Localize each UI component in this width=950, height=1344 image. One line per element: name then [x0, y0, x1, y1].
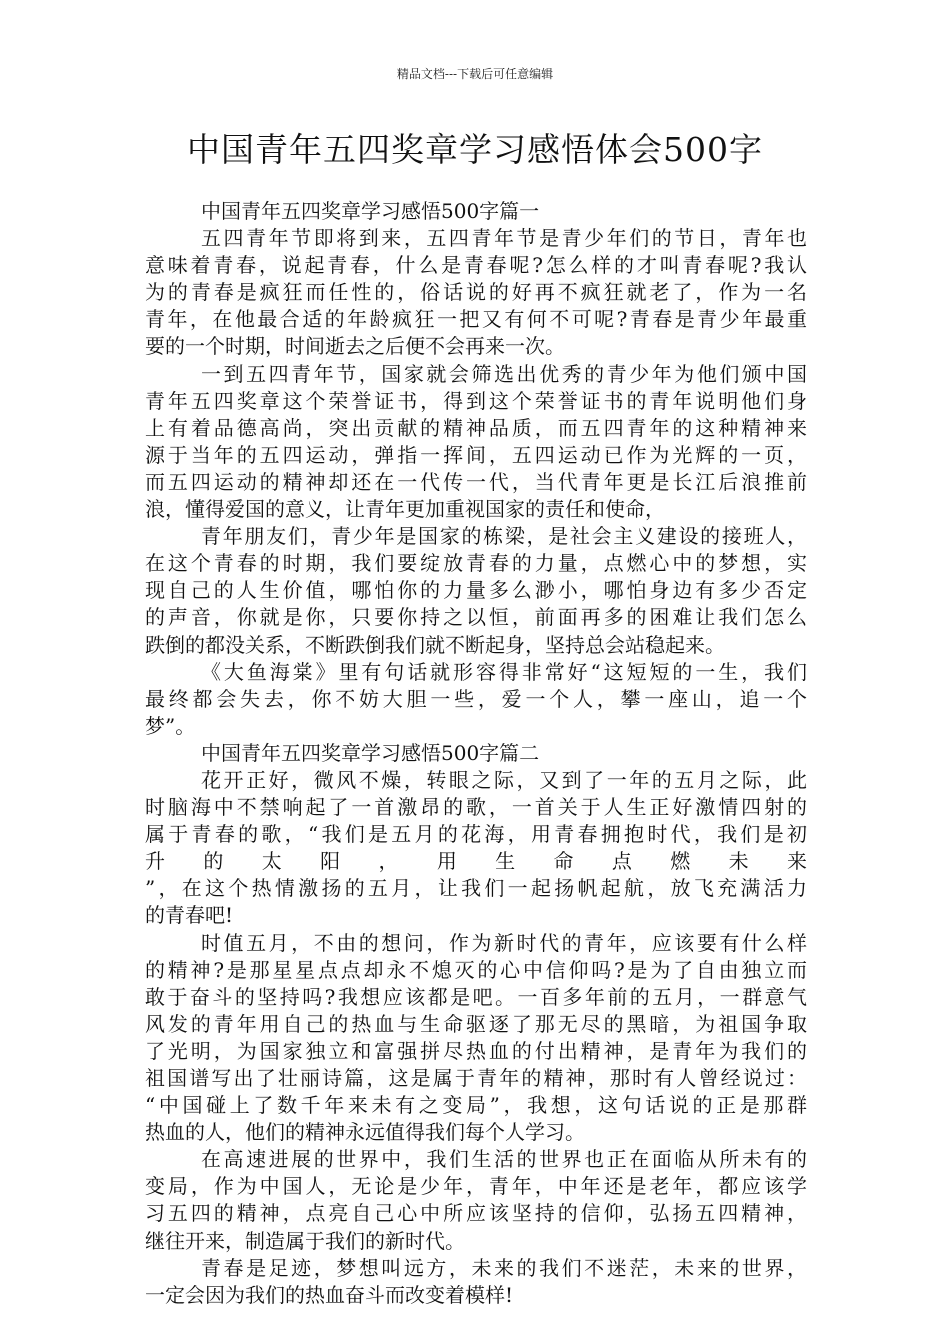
paragraph-line: 敢于奋斗的坚持吗?我想应该都是吧。一百多年前的五月，一群意气 — [145, 984, 807, 1009]
paragraph-line: 时值五月，不由的想问，作为新时代的青年，应该要有什么样 — [201, 930, 807, 955]
paragraph-line: 花开正好，微风不燥，转眼之际，又到了一年的五月之际，此 — [201, 767, 807, 792]
paragraph-line: 青春是足迹，梦想叫远方，未来的我们不迷茫，未来的世界， — [201, 1255, 807, 1280]
paragraph-line: 现自己的人生价值，哪怕你的力量多么渺小，哪怕身边有多少否定 — [145, 578, 807, 603]
paragraph-line: 的精神?是那星星点点却永不熄灭的心中信仰吗?是为了自由独立而 — [145, 957, 807, 982]
paragraph-line: 一定会因为我们的热血奋斗而改变着模样! — [145, 1282, 514, 1307]
paragraph-line: 属于青春的歌，“我们是五月的花海，用青春拥抱时代，我们是初 — [145, 822, 807, 847]
paragraph-line: ”，在这个热情激扬的五月，让我们一起扬帆起航，放飞充满活力 — [145, 876, 807, 901]
paragraph-line: 在这个青春的时期，我们要绽放青春的力量，点燃心中的梦想，实 — [145, 551, 807, 576]
paragraph-line: 一到五四青年节，国家就会筛选出优秀的青少年为他们颁中国 — [201, 361, 807, 386]
paragraph-line: 要的一个时期，时间逝去之后便不会再来一次。 — [145, 334, 565, 359]
paragraph-line: 《大鱼海棠》里有句话就形容得非常好“这短短的一生，我们 — [201, 659, 807, 684]
paragraph-line: 祖国谱写出了壮丽诗篇，这是属于青年的精神，那时有人曾经说过： — [145, 1066, 807, 1090]
document-title: 中国青年五四奖章学习感悟体会500字 — [187, 130, 763, 169]
paragraph-line: 的声音，你就是你，只要你持之以恒，前面再多的困难让我们怎么 — [145, 605, 807, 630]
paragraph-line: 时脑海中不禁响起了一首激昂的歌，一首关于人生正好激情四射的 — [145, 795, 807, 820]
document-body — [145, 198, 807, 1309]
paragraph-line: 了光明，为国家独立和富强拼尽热血的付出精神，是青年为我们的 — [145, 1038, 807, 1063]
paragraph-line: 青年朋友们，青少年是国家的栋梁，是社会主义建设的接班人， — [201, 524, 807, 549]
paragraph-line: 浪，懂得爱国的意义，让青年更加重视国家的责任和使命， — [145, 497, 665, 522]
paragraph-line: 升的太阳，用生命点燃未来 — [145, 849, 807, 874]
paragraph-line: 最终都会失去，你不妨大胆一些，爱一个人，攀一座山，追一个 — [145, 686, 807, 711]
paragraph-line: 源于当年的五四运动，弹指一挥间，五四运动已作为光辉的一页， — [145, 442, 807, 467]
paragraph-line: “中国碰上了数千年来未有之变局”，我想，这句话说的正是那群 — [145, 1093, 807, 1118]
paragraph-line: 继往开来，制造属于我们的新时代。 — [145, 1228, 465, 1253]
paragraph-line: 风发的青年用自己的热血与生命驱逐了那无尽的黑暗，为祖国争取 — [145, 1011, 807, 1036]
paragraph-line: 为的青春是疯狂而任性的，俗话说的好再不疯狂就老了，作为一名 — [145, 280, 807, 305]
paragraph-line: 在高速进展的世界中，我们生活的世界也正在面临从所未有的 — [201, 1147, 807, 1172]
paragraph-line: 五四青年节即将到来，五四青年节是青少年们的节日，青年也 — [201, 226, 807, 251]
paragraph-line: 的青春吧! — [145, 903, 234, 928]
section-heading: 中国青年五四奖章学习感悟500字篇一 — [201, 199, 540, 223]
paragraph-line: 习五四的精神，点亮自己心中所应该坚持的信仰，弘扬五四精神， — [145, 1201, 807, 1226]
paragraph-line: 上有着品德高尚，突出贡献的精神品质，而五四青年的这种精神来 — [145, 415, 807, 440]
header-note: 精品文档---下载后可任意编辑 — [396, 67, 554, 81]
paragraph-line: 变局，作为中国人，无论是少年，青年，中年还是老年，都应该学 — [145, 1174, 807, 1199]
paragraph-line: 青年，在他最合适的年龄疯狂一把又有何不可呢?青春是青少年最重 — [145, 307, 807, 332]
paragraph-line: 热血的人，他们的精神永远值得我们每个人学习。 — [145, 1120, 585, 1145]
section-heading: 中国青年五四奖章学习感悟500字篇二 — [201, 740, 540, 765]
paragraph-line: 青年五四奖章这个荣誉证书，得到这个荣誉证书的青年说明他们身 — [145, 388, 807, 413]
paragraph-line: 跌倒的都没关系，不断跌倒我们就不断起身，坚持总会站稳起来。 — [145, 632, 725, 657]
paragraph-line: 梦”。 — [145, 713, 196, 738]
paragraph-line: 而五四运动的精神却还在一代传一代，当代青年更是长江后浪推前 — [145, 469, 807, 494]
paragraph-line: 意味着青春，说起青春，什么是青春呢?怎么样的才叫青春呢?我认 — [145, 253, 807, 278]
